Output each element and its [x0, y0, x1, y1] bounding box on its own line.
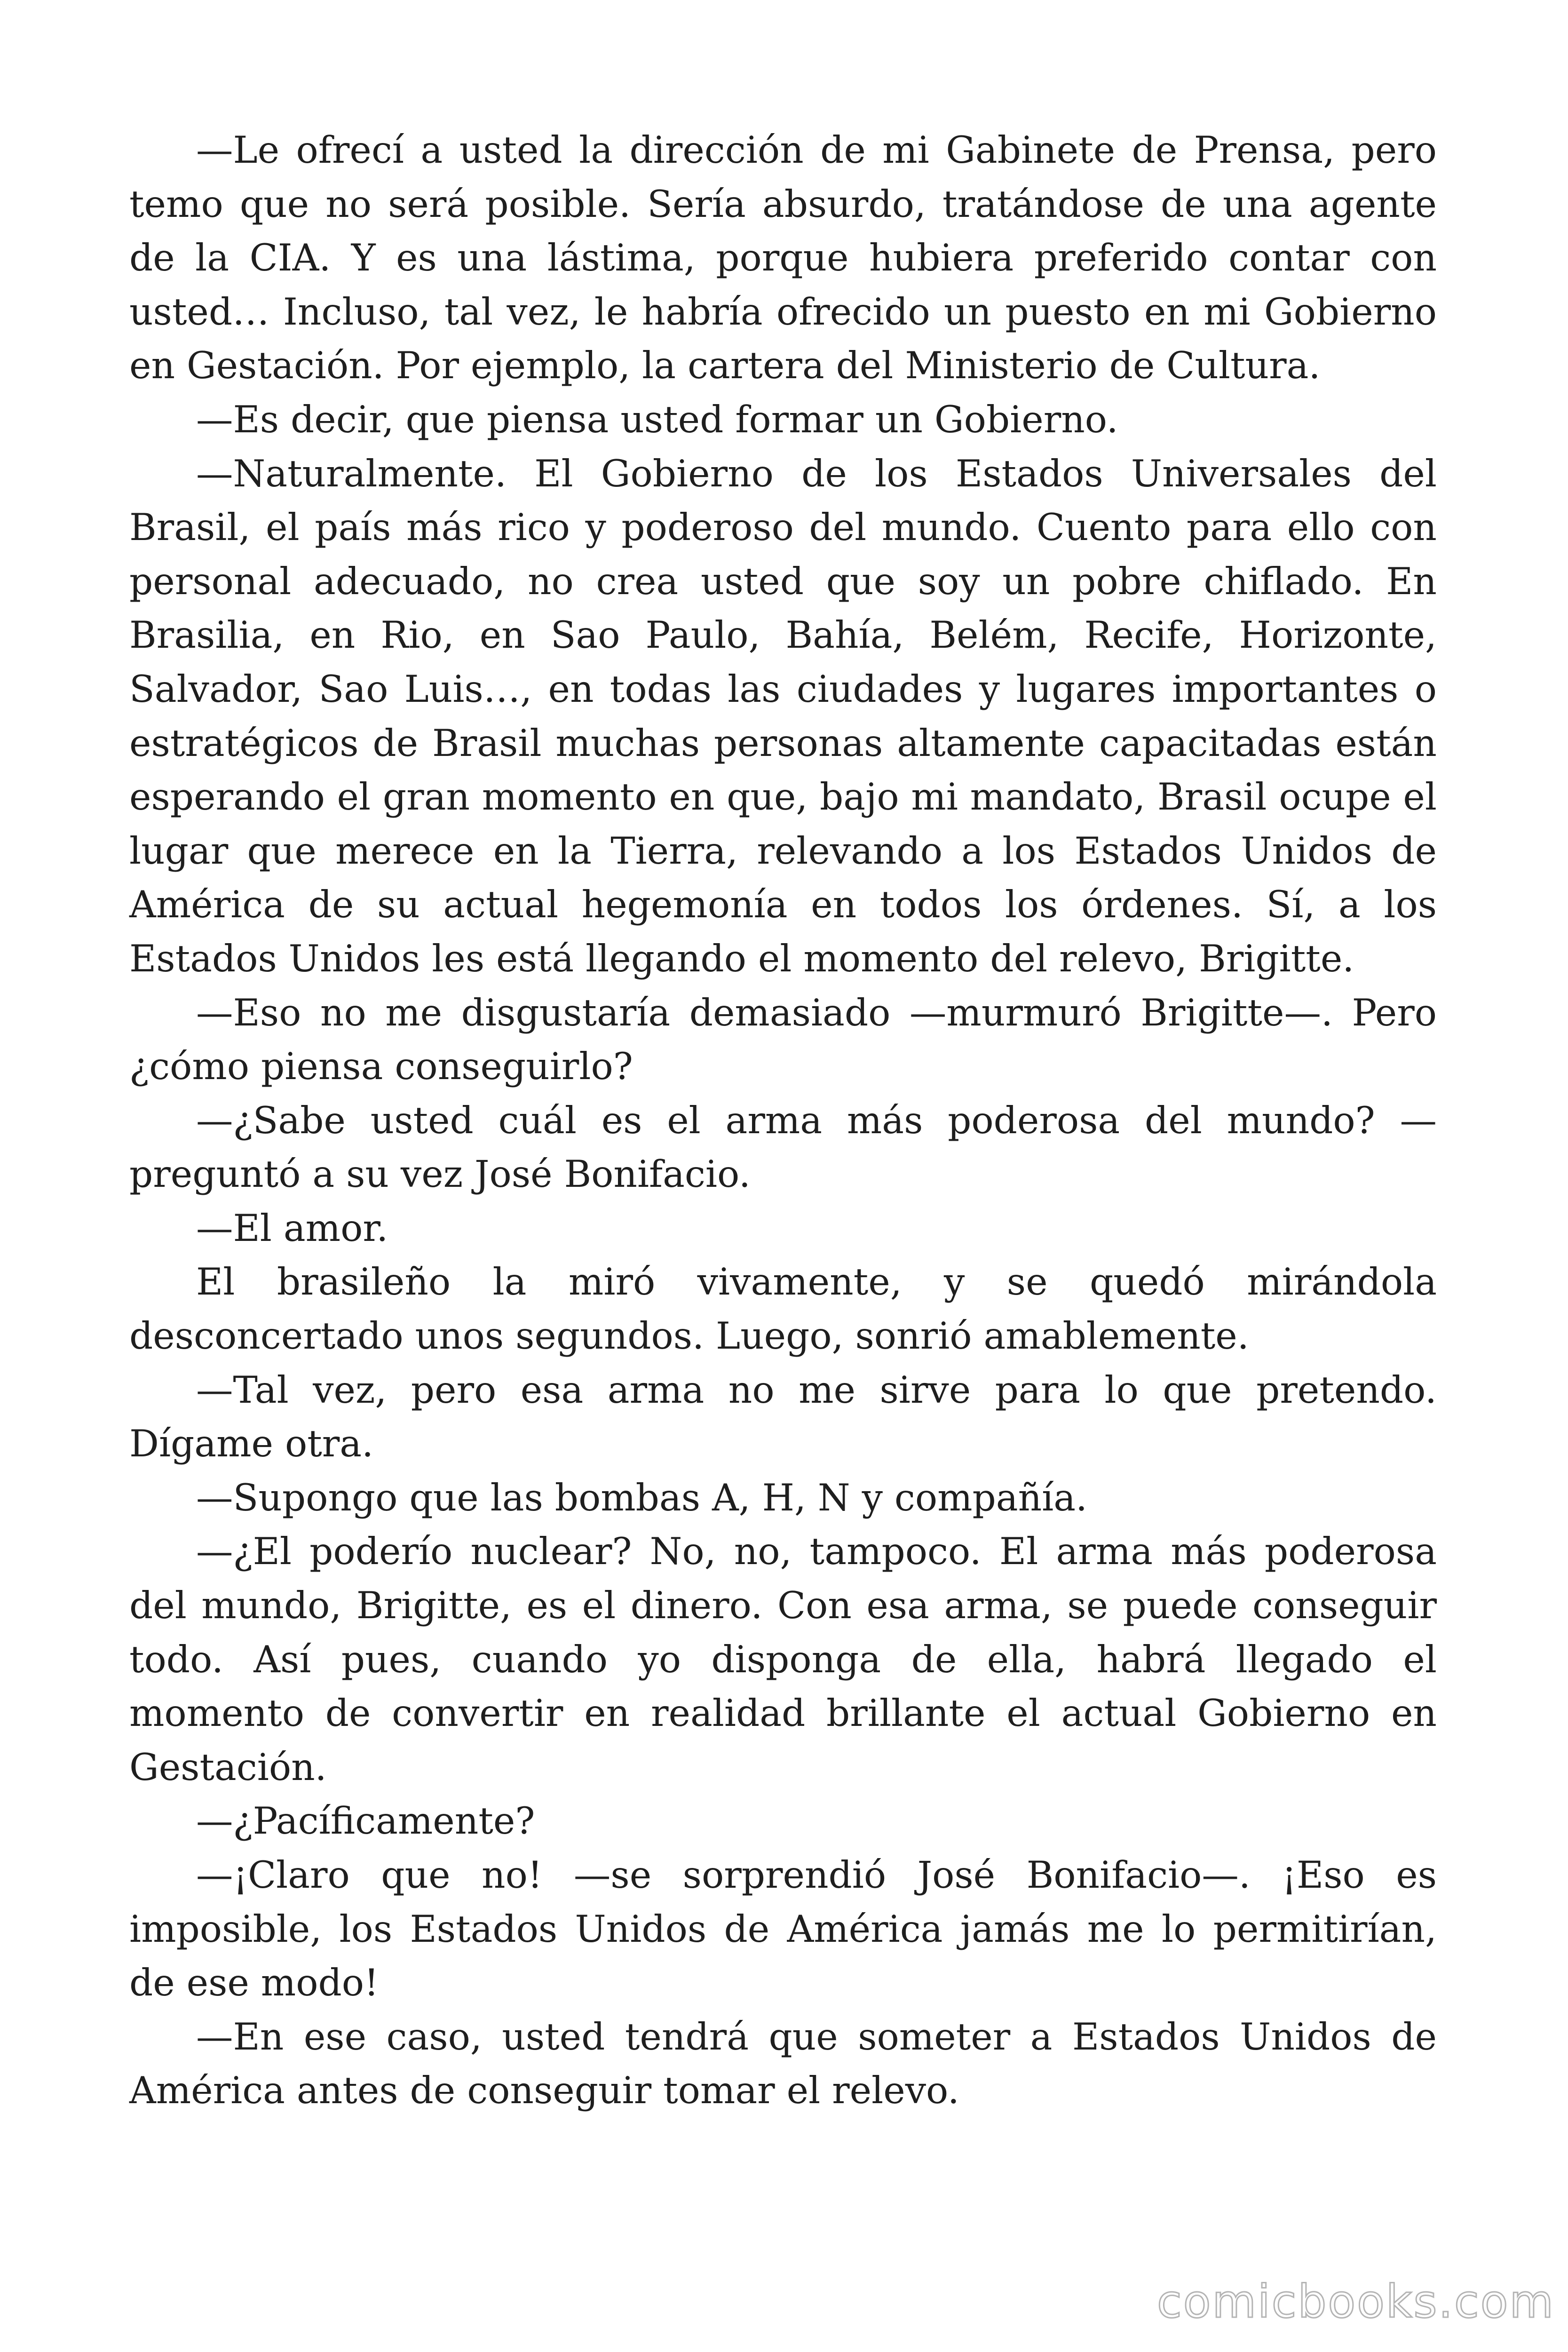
paragraph: —¿El poderío nuclear? No, no, tampoco. El arma más poderosa del mundo, Brigitte, es el dinero. Con esa arma, se puede conseguir todo. Así pues, cuando yo disponga de ella, habrá llegado el momento de convertir en realidad brillante el actual Gobierno en Gestación. [129, 1530, 1437, 1789]
watermark-logo: comicbooks.com [1157, 2275, 1555, 2328]
paragraph: —En ese caso, usted tendrá que someter a Estados Unidos de América antes de conseguir tomar el relevo. [129, 2015, 1437, 2113]
page-body-text [129, 123, 1437, 2118]
paragraph: —Supongo que las bombas A, H, N y compañía. [196, 1476, 1088, 1519]
paragraph: —¿Pacíficamente? [196, 1799, 535, 1843]
paragraph: —Tal vez, pero esa arma no me sirve para lo que pretendo. Dígame otra. [129, 1368, 1437, 1466]
paragraph: —Naturalmente. El Gobierno de los Estados Universales del Brasil, el país más rico y poderoso del mundo. Cuento para ello con personal adecuado, no crea usted que soy un pobre chiflado. En Brasilia, en Rio, en Sao Paulo, Bahía, Belém, Recife, Horizonte, Salvador, Sao Luis…, en todas las ciudades y lugares importantes o estratégicos de Brasil muchas personas altamente capacitadas están esperando el gran momento en que, bajo mi mandato, Brasil ocupe el lugar que merece en la Tierra, relevando a los Estados Unidos de América de su actual hegemonía en todos los órdenes. Sí, a los Estados Unidos les está llegando el momento del relevo, Brigitte. [129, 452, 1437, 980]
paragraph: —Es decir, que piensa usted formar un Gobierno. [196, 397, 1118, 441]
paragraph: —Le ofrecí a usted la dirección de mi Gabinete de Prensa, pero temo que no será posible. Sería absurdo, tratándose de una agente de la CIA. Y es una lástima, porque hubiera preferido contar con usted… Incluso, tal vez, le habría ofrecido un puesto en mi Gobierno en Gestación. Por ejemplo, la cartera del Ministerio de Cultura. [129, 128, 1437, 388]
paragraph: —¡Claro que no! —se sorprendió José Bonifacio—. ¡Eso es imposible, los Estados Unidos de América jamás me lo permitirían, de ese modo! [129, 1853, 1437, 2005]
paragraph: El brasileño la miró vivamente, y se quedó mirándola desconcertado unos segundos. Luego, sonrió amablemente. [129, 1260, 1437, 1358]
paragraph: —¿Sabe usted cuál es el arma más poderosa del mundo? —preguntó a su vez José Bonifacio. [129, 1098, 1437, 1196]
paragraph: —Eso no me disgustaría demasiado —murmuró Brigitte—. Pero ¿cómo piensa conseguirlo? [129, 991, 1437, 1089]
paragraph: —El amor. [196, 1206, 388, 1250]
